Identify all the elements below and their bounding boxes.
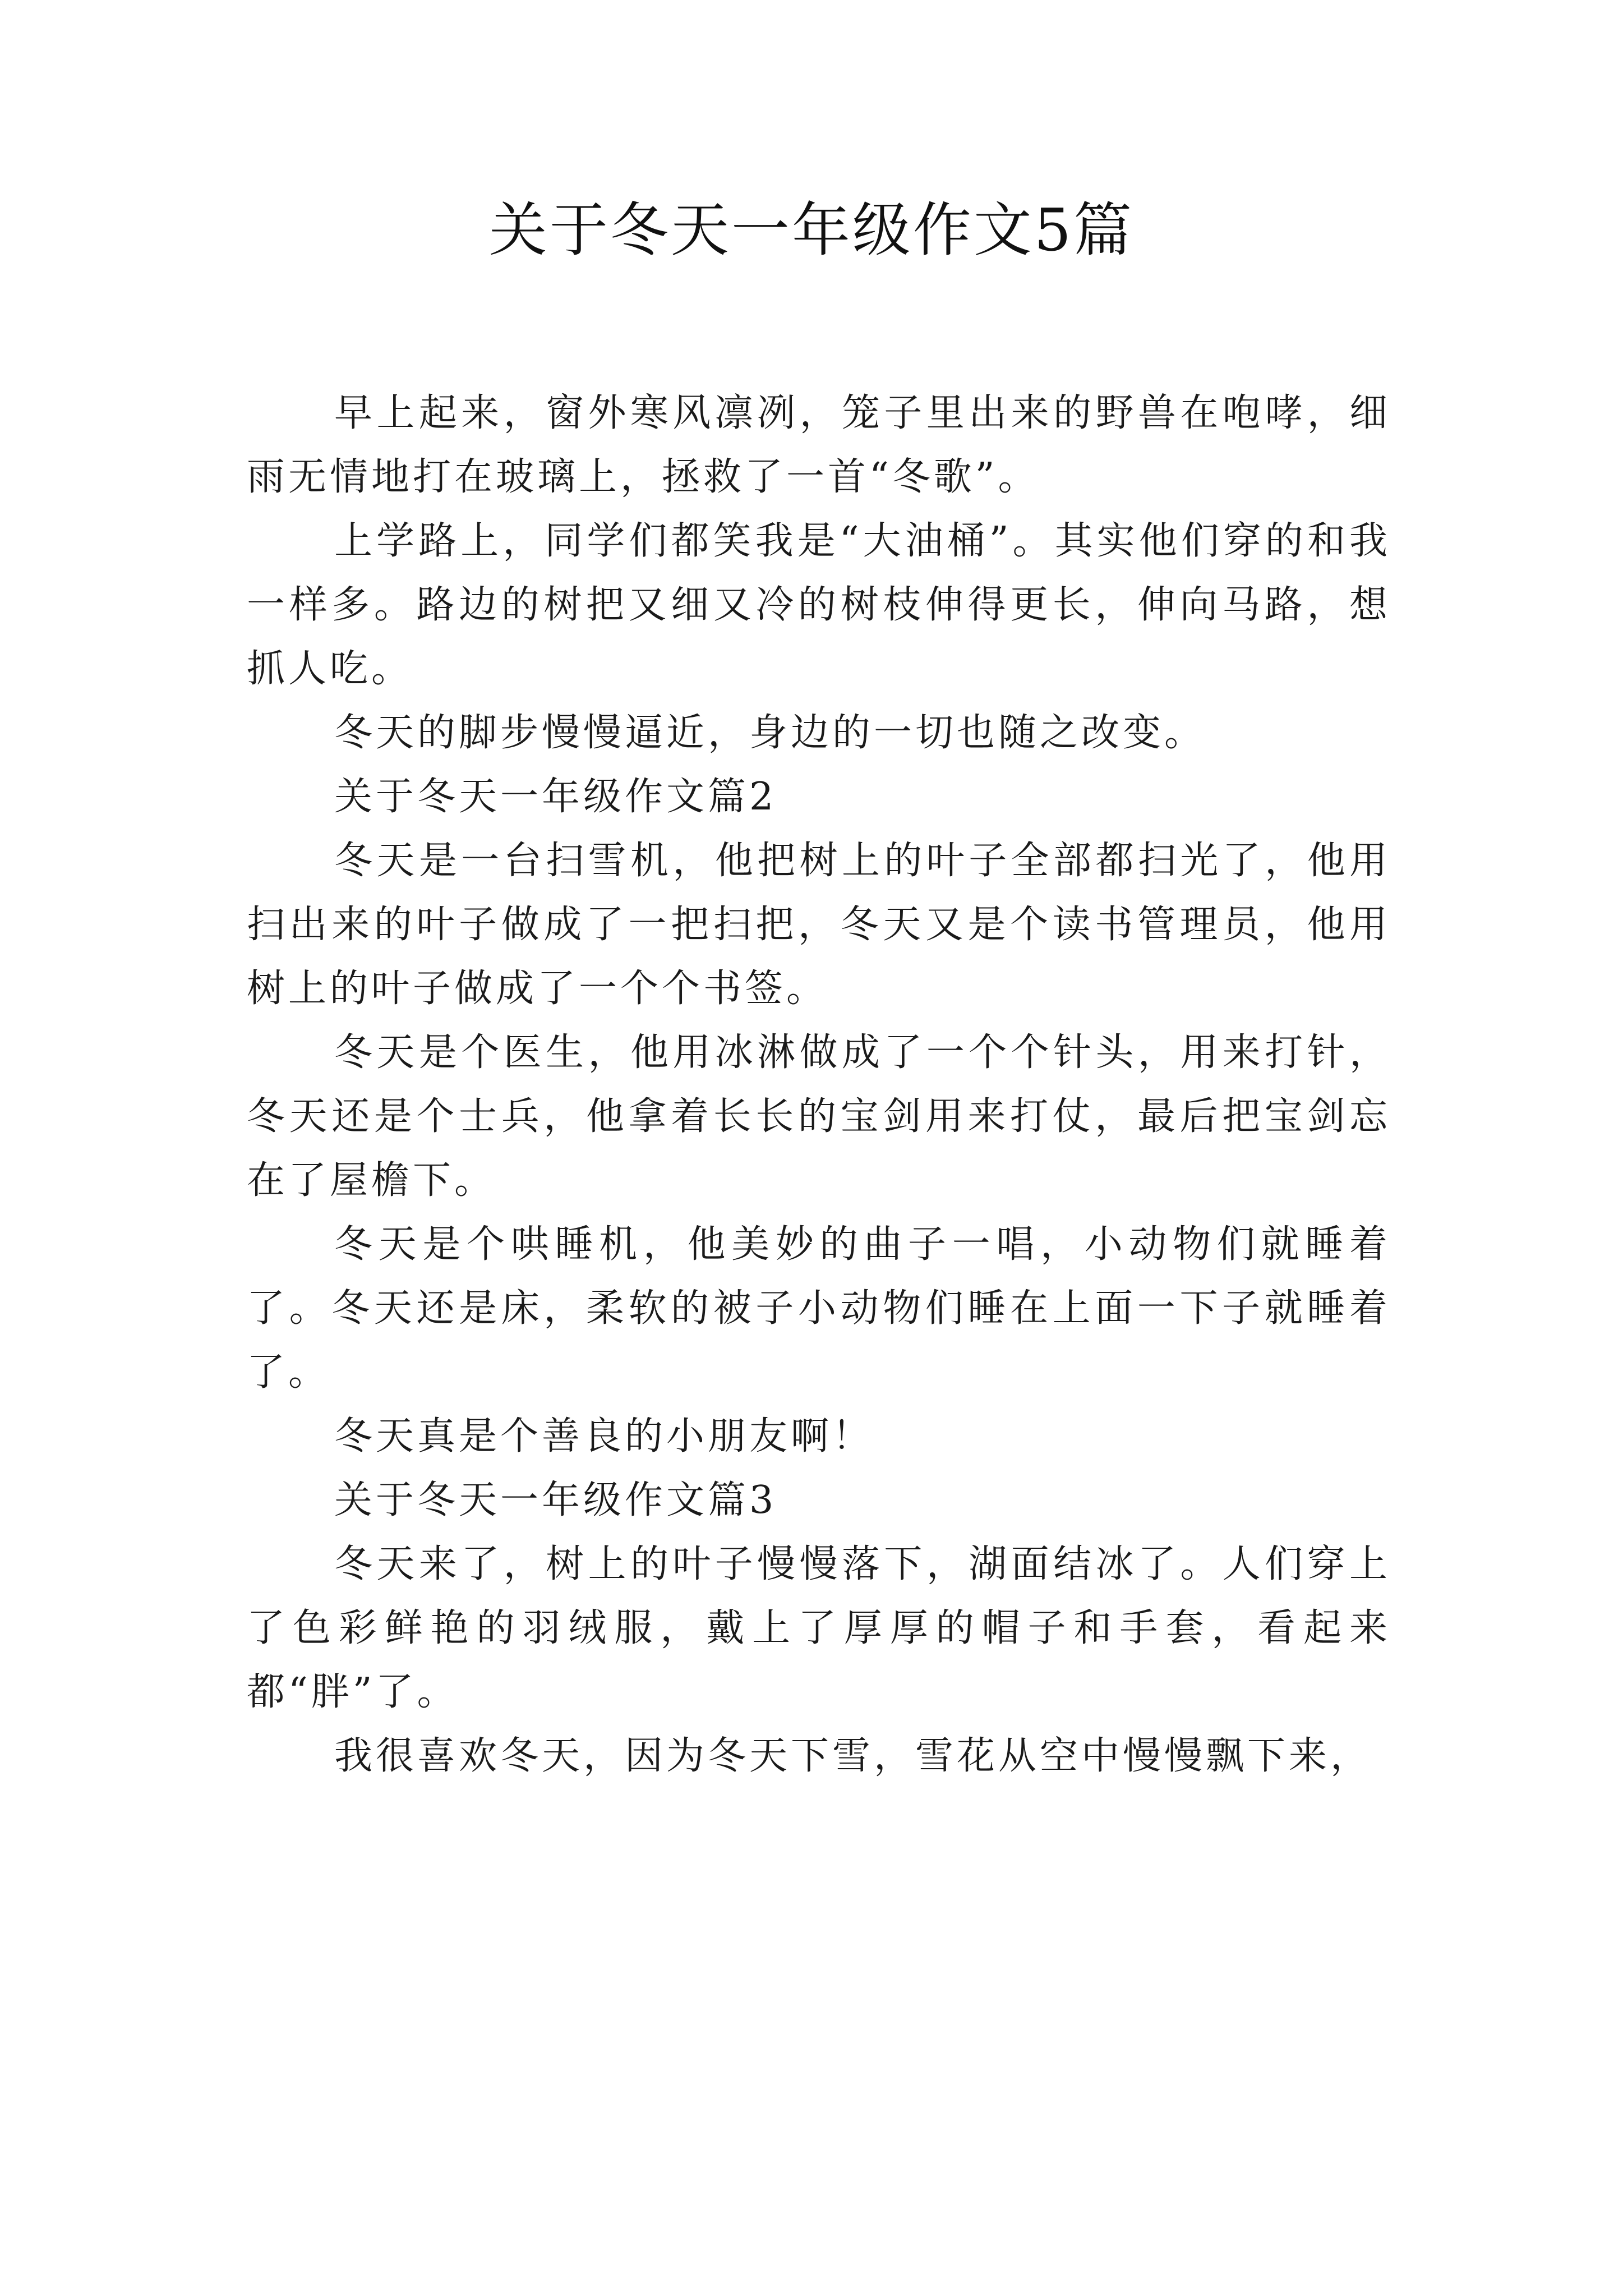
paragraph: 早上起来，窗外寒风凛冽，笼子里出来的野兽在咆哮，细雨无情地打在玻璃上，拯救了一首“冬歌”。 [247, 391, 1391, 499]
document-title: 关于冬天一年级作文5篇 [488, 196, 1135, 264]
paragraph: 冬天的脚步慢慢逼近，身边的一切也随之改变。 [334, 711, 1206, 755]
section-heading: 关于冬天一年级作文篇2 [334, 775, 777, 819]
paragraph: 冬天是个哄睡机，他美妙的曲子一唱，小动物们就睡着了。冬天还是床，柔软的被子小动物们睡在上面一下子就睡着了。 [247, 1222, 1391, 1395]
paragraph: 冬天是一台扫雪机，他把树上的叶子全部都扫光了，他用扫出来的叶子做成了一把扫把，冬天又是个读书管理员，他用树上的叶子做成了一个个书签。 [247, 839, 1391, 1011]
paragraph: 冬天来了，树上的叶子慢慢落下，湖面结冰了。人们穿上了色彩鲜艳的羽绒服，戴上了厚厚的帽子和手套，看起来都“胖”了。 [247, 1542, 1391, 1714]
paragraph: 冬天是个医生，他用冰淋做成了一个个针头，用来打针，冬天还是个士兵，他拿着长长的宝剑用来打仗，最后把宝剑忘在了屋檐下。 [247, 1030, 1391, 1203]
document-body [247, 381, 1391, 1788]
paragraph: 冬天真是个善良的小朋友啊！ [334, 1414, 874, 1458]
section-heading: 关于冬天一年级作文篇3 [334, 1478, 777, 1522]
paragraph: 上学路上，同学们都笑我是“大油桶”。其实他们穿的和我一样多。路边的树把又细又冷的树枝伸得更长，伸向马路，想抓人吃。 [247, 519, 1391, 691]
paragraph: 我很喜欢冬天，因为冬天下雪，雪花从空中慢慢飘下来， [334, 1734, 1372, 1778]
